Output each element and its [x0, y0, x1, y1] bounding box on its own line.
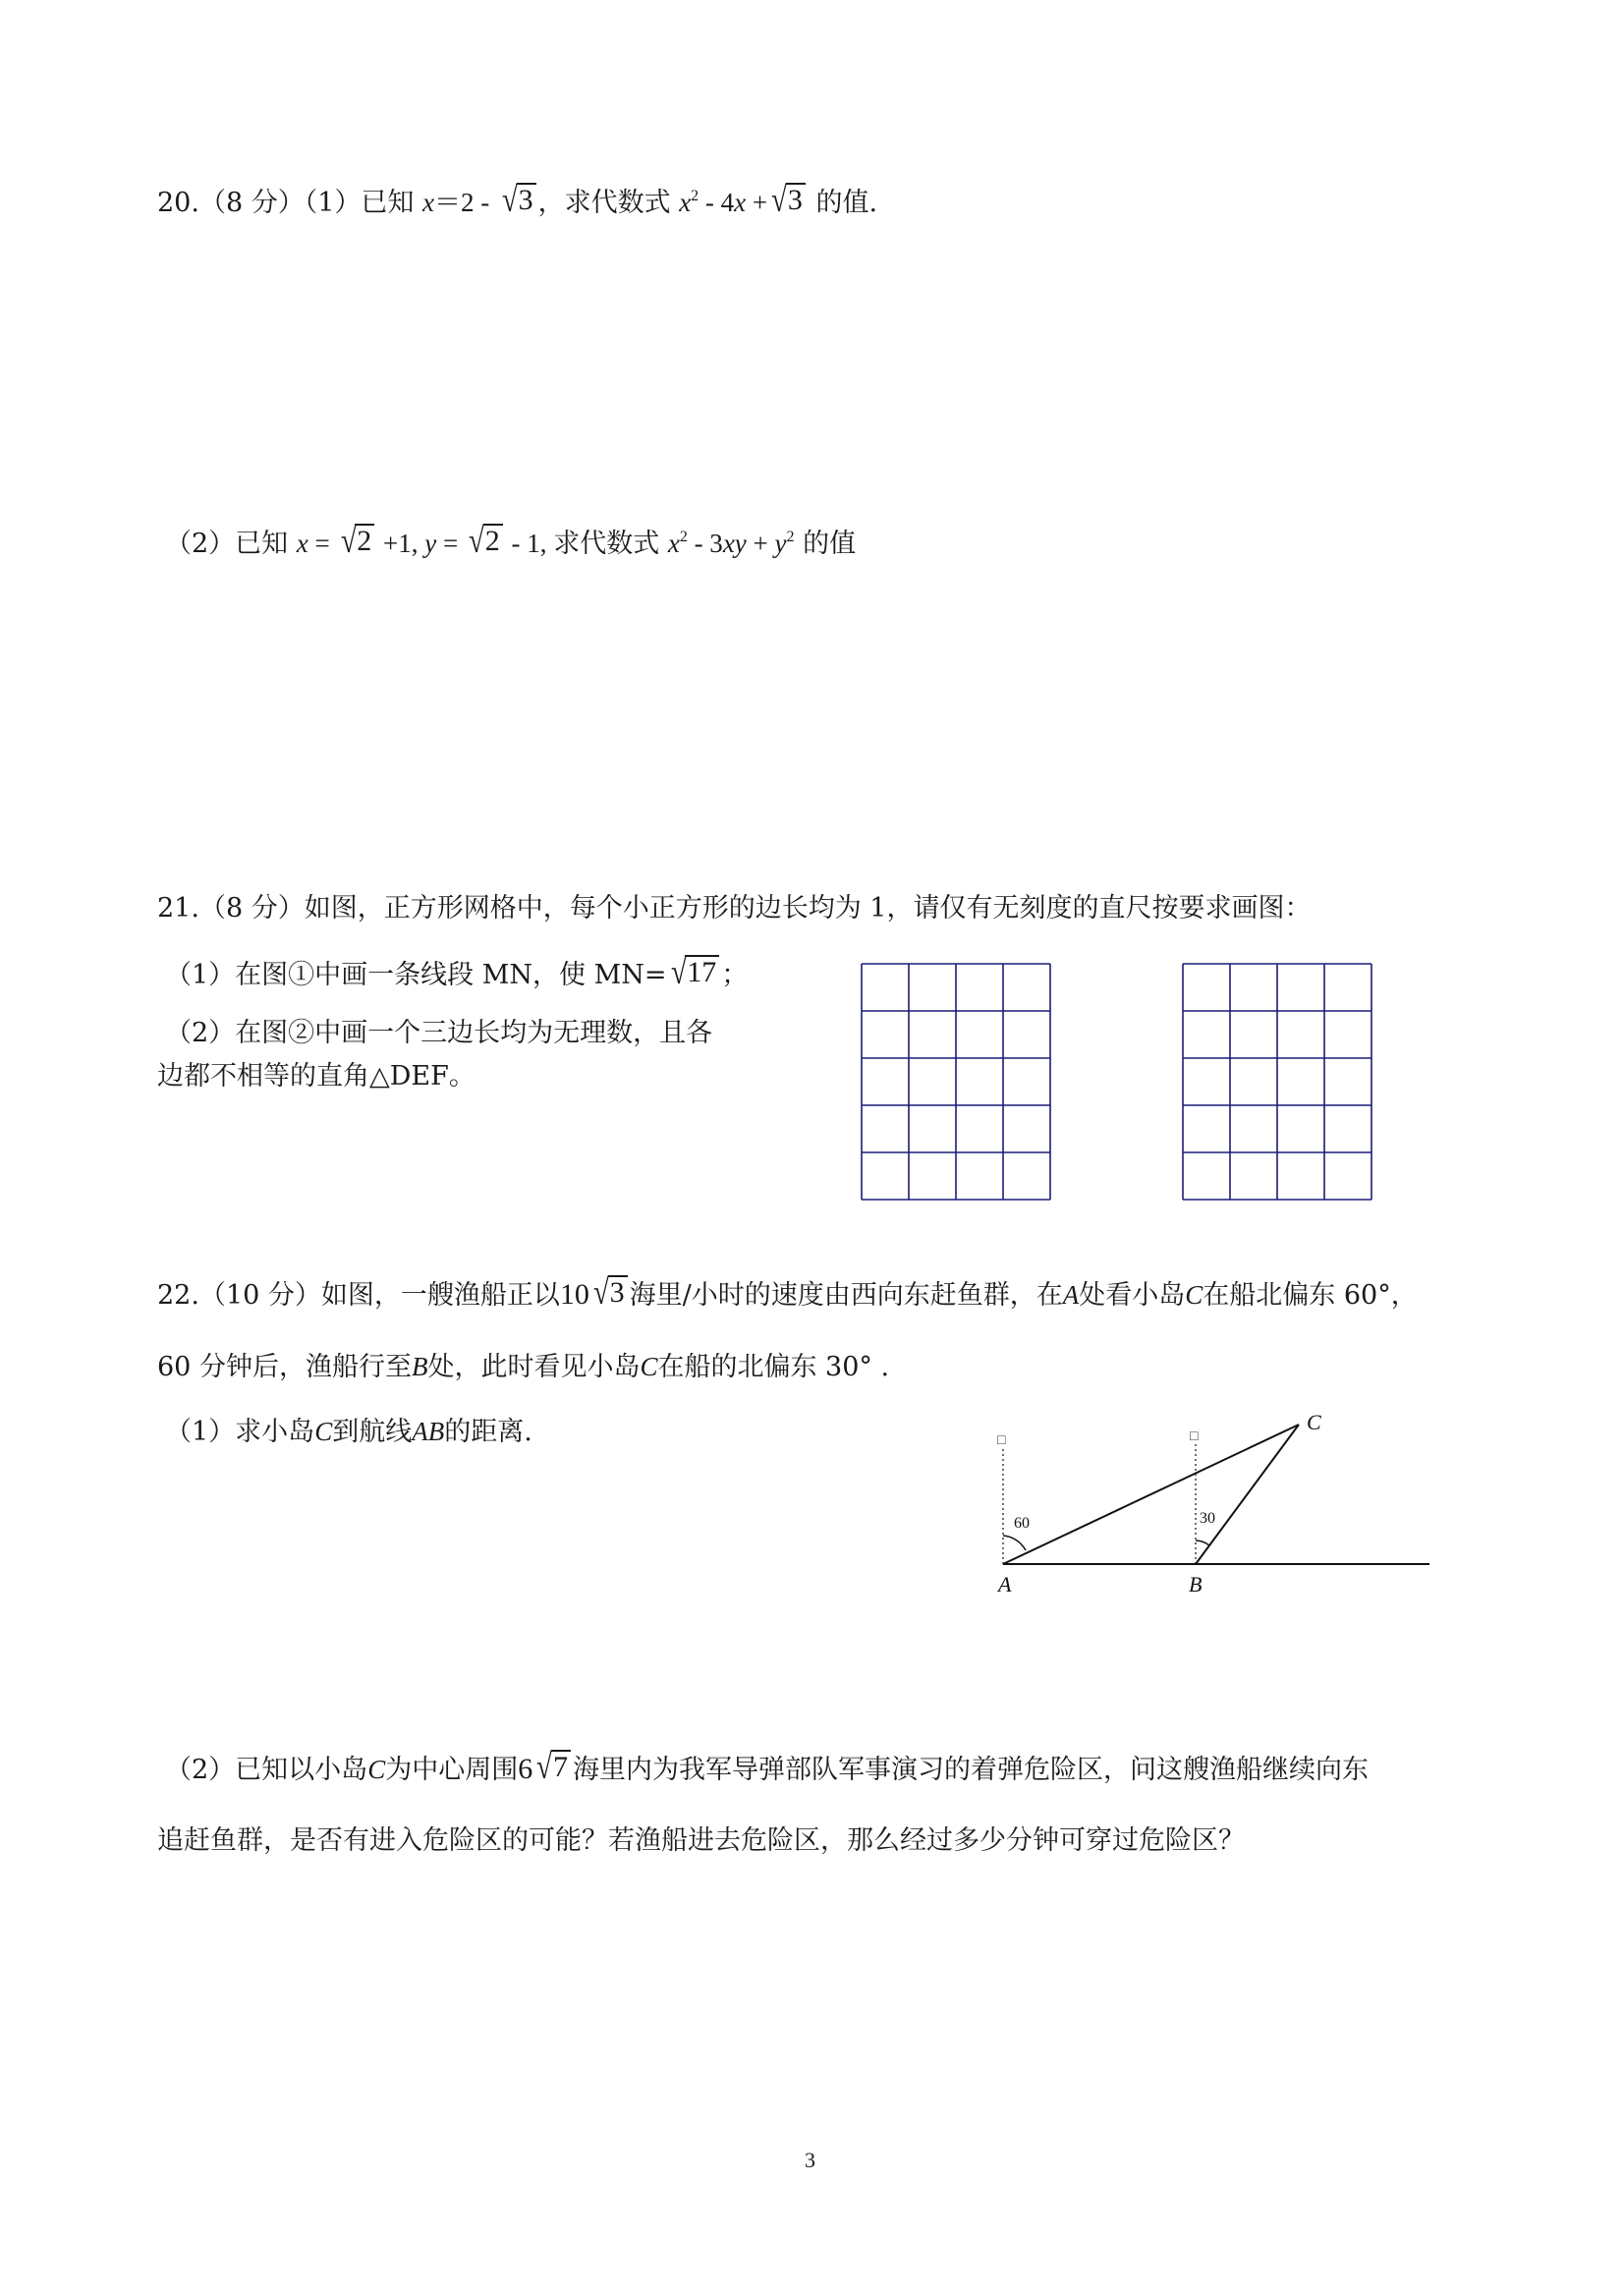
segment-ac: [1003, 1425, 1299, 1564]
segment-bc: [1196, 1425, 1299, 1564]
north-mark-b: □: [1190, 1429, 1199, 1444]
q21-part2-line2: 边都不相等的直角△DEF。: [157, 1061, 476, 1092]
q20-score: （8 分）: [198, 188, 305, 218]
point-label-c: C: [1307, 1410, 1321, 1434]
point-label-a: A: [998, 1572, 1012, 1596]
sqrt-3: √ 3: [500, 183, 536, 216]
q21-header: 21.（8 分）如图，正方形网格中，每个小正方形的边长均为 1，请仅有无刻度的直尺按要求画图：: [157, 893, 1312, 924]
sqrt-3: √ 3: [591, 1275, 628, 1309]
sqrt-7: √ 7: [534, 1750, 571, 1783]
q22-header-line1: 22.（10 分）如图，一艘渔船正以10 √ 3 海里/小时的速度由西向东赶鱼群，在A处看小岛C在船北偏东 60°，: [157, 1272, 1418, 1312]
sqrt-2: √ 2: [339, 524, 375, 557]
grid-figure-2: [1182, 963, 1372, 1203]
q22-part1: （1）求小岛C到航线AB的距离.: [165, 1417, 532, 1447]
q22-figure: [982, 1405, 1444, 1631]
q21-part2-line1: （2）在图②中画一个三边长均为无理数，且各: [165, 1018, 713, 1048]
q22-header-line2: 60 分钟后，渔船行至B处，此时看见小岛C在船的北偏东 30° .: [157, 1352, 890, 1382]
q20-part2: （2）已知 x = √ 2 +1, y = √ 2 - 1, 求代数式 $x^2 - 3xy + y^2$ 的值: [165, 521, 857, 560]
q20-part1: 20.（8 分）（1）已知 x＝2 - √ 3 ，求代数式 $x^2 - 4x$ + √ 3 的值.: [157, 180, 878, 219]
north-mark-a: □: [997, 1433, 1006, 1448]
point-label-b: B: [1189, 1572, 1203, 1596]
q22-part2-line1: （2）已知以小岛C为中心周围6 √ 7 海里内为我军导弹部队军事演习的着弹危险区，问这艘渔船继续向东: [165, 1747, 1369, 1786]
sqrt-3: √ 3: [769, 183, 806, 216]
angle-label-a: 60: [1014, 1515, 1030, 1532]
sqrt-17: √ 17: [669, 955, 720, 988]
angle-label-b: 30: [1200, 1510, 1215, 1527]
page-number: 3: [805, 2148, 815, 2172]
sqrt-2: √ 2: [467, 524, 503, 557]
q21-part1: （1）在图①中画一条线段 MN，使 MN= √ 17 ；: [165, 952, 749, 991]
grid-figure-1: [861, 963, 1051, 1203]
q22-part2-line2: 追赶鱼群，是否有进入危险区的可能？若渔船进去危险区，那么经过多少分钟可穿过危险区？: [157, 1825, 1245, 1856]
q20-number: 20.: [157, 188, 199, 218]
angle-arc-b: [1196, 1540, 1209, 1545]
angle-arc-a: [1003, 1536, 1026, 1550]
